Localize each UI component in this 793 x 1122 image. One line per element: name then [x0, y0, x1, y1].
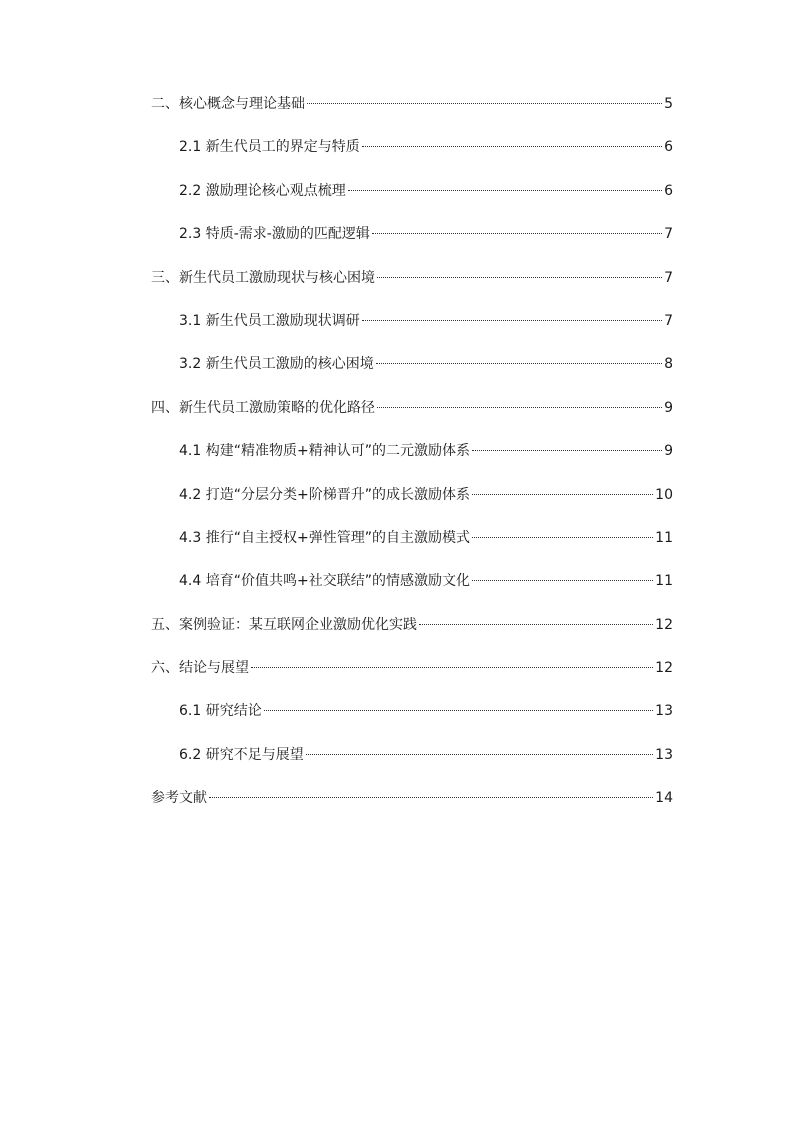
toc-entry-title: 2.2 激励理论核心观点梳理 [179, 182, 346, 199]
dot-leader [251, 667, 653, 668]
toc-entry-title: 六、结论与展望 [151, 660, 249, 677]
toc-entry-title: 3.2 新生代员工激励的核心困境 [179, 356, 374, 373]
toc-entry[interactable] [151, 224, 673, 267]
toc-entry-page-number: 9 [664, 443, 673, 460]
toc-entry-page-number: 11 [655, 529, 673, 546]
toc-entry[interactable] [151, 354, 673, 397]
dot-leader [362, 146, 662, 147]
toc-entry[interactable] [151, 268, 673, 311]
toc-entry-page-number: 9 [664, 399, 673, 416]
toc-entry-page-number: 7 [664, 226, 673, 243]
toc-entry[interactable] [151, 701, 673, 744]
dot-leader [306, 754, 653, 755]
toc-entry-page-number: 7 [664, 269, 673, 286]
toc-entry[interactable] [151, 571, 673, 614]
dot-leader [376, 363, 662, 364]
toc-entry-title: 二、核心概念与理论基础 [151, 96, 305, 112]
table-of-contents [151, 94, 673, 832]
toc-entry[interactable] [151, 441, 673, 484]
toc-entry[interactable] [151, 94, 673, 137]
dot-leader [209, 797, 653, 798]
toc-entry-title: 三、新生代员工激励现状与核心困境 [151, 269, 375, 286]
dot-leader [264, 710, 653, 711]
toc-entry-page-number: 13 [655, 703, 673, 720]
dot-leader [472, 580, 653, 581]
toc-entry-title: 2.3 特质-需求-激励的匹配逻辑 [179, 226, 370, 243]
toc-entry-page-number: 12 [655, 660, 673, 677]
toc-entry-title: 4.1 构建“精准物质+精神认可”的二元激励体系 [179, 443, 470, 460]
dot-leader [377, 407, 662, 408]
toc-entry-title: 2.1 新生代员工的界定与特质 [179, 139, 360, 156]
toc-entry[interactable] [151, 528, 673, 571]
toc-entry[interactable] [151, 181, 673, 224]
dot-leader [472, 537, 653, 538]
toc-entry[interactable] [151, 658, 673, 701]
toc-entry[interactable] [151, 485, 673, 528]
toc-entry-page-number: 13 [655, 746, 673, 763]
toc-entry-page-number: 6 [664, 139, 673, 156]
toc-entry[interactable] [151, 311, 673, 354]
toc-entry-title: 五、案例验证：某互联网企业激励优化实践 [151, 616, 417, 633]
toc-entry-page-number: 8 [664, 356, 673, 373]
toc-entry-title: 4.4 培育“价值共鸣+社交联结”的情感激励文化 [179, 573, 470, 590]
toc-entry-title: 6.2 研究不足与展望 [179, 746, 304, 763]
toc-entry[interactable] [151, 788, 673, 831]
dot-leader [362, 320, 662, 321]
toc-entry-title: 4.3 推行“自主授权+弹性管理”的自主激励模式 [179, 529, 470, 546]
toc-entry-title: 参考文献 [151, 790, 207, 807]
toc-entry-title: 6.1 研究结论 [179, 703, 262, 720]
dot-leader [348, 190, 662, 191]
dot-leader [307, 103, 662, 104]
toc-entry-title: 四、新生代员工激励策略的优化路径 [151, 399, 375, 416]
toc-entry-page-number: 5 [664, 96, 673, 112]
toc-entry[interactable] [151, 615, 673, 658]
toc-entry[interactable] [151, 745, 673, 788]
dot-leader [472, 450, 662, 451]
toc-entry-page-number: 10 [655, 486, 673, 503]
toc-entry[interactable] [151, 137, 673, 180]
toc-entry-page-number: 11 [655, 573, 673, 590]
dot-leader [419, 624, 653, 625]
dot-leader [372, 233, 662, 234]
toc-entry-page-number: 12 [655, 616, 673, 633]
toc-entry-page-number: 6 [664, 182, 673, 199]
toc-entry-title: 3.1 新生代员工激励现状调研 [179, 312, 360, 329]
toc-entry[interactable] [151, 398, 673, 441]
dot-leader [472, 494, 653, 495]
toc-entry-title: 4.2 打造“分层分类+阶梯晋升”的成长激励体系 [179, 486, 470, 503]
toc-entry-page-number: 14 [655, 790, 673, 807]
toc-entry-page-number: 7 [664, 312, 673, 329]
dot-leader [377, 277, 662, 278]
